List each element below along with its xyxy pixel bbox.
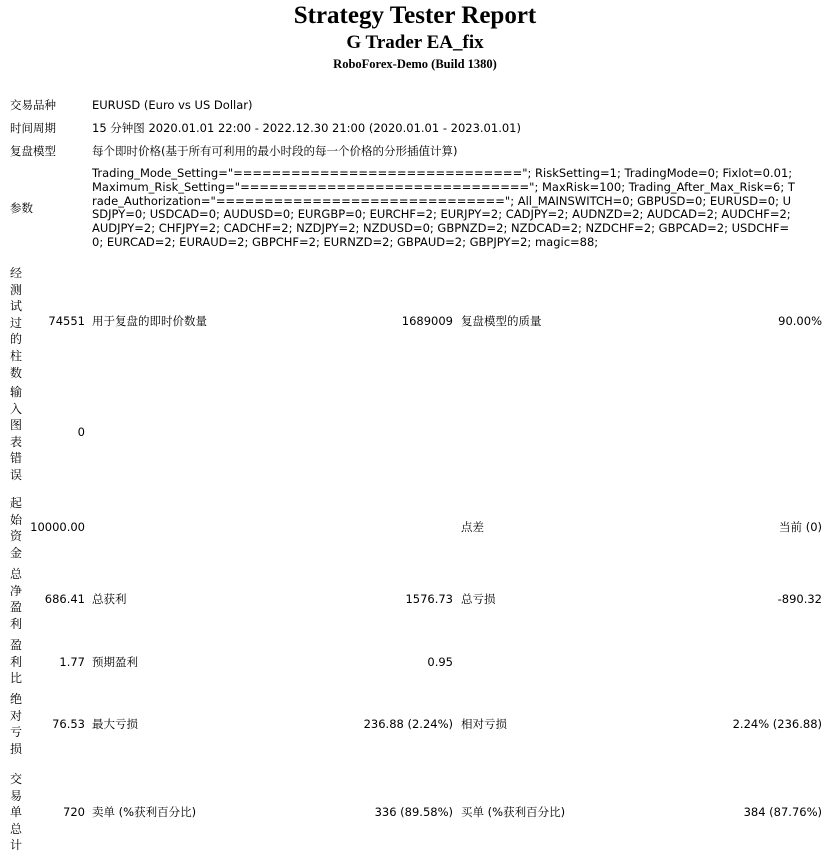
- gross-profit-value: 1576.73: [405, 592, 453, 606]
- relative-drawdown-label: 相对亏损: [461, 717, 507, 731]
- period-label: 时间周期: [10, 121, 56, 135]
- spread-value: 当前 (0): [779, 520, 822, 534]
- expected-payoff-value: 0.95: [427, 655, 453, 669]
- initial-deposit-value: 10000.00: [30, 520, 85, 534]
- ea-name: G Trader EA_fix: [346, 32, 484, 53]
- chart-errors-value: 0: [77, 425, 85, 439]
- relative-drawdown-value: 2.24% (236.88): [732, 717, 822, 731]
- initial-deposit-label: 起始资金: [10, 496, 23, 560]
- long-positions-label: 买单 (%获利百分比): [461, 805, 566, 819]
- gross-loss-label: 总亏损: [461, 592, 496, 606]
- server-build: RoboForex-Demo (Build 1380): [333, 57, 497, 71]
- ticks-modelled-label: 用于复盘的即时价数量: [92, 314, 207, 328]
- spread-label: 点差: [461, 520, 484, 534]
- net-profit-value: 686.41: [44, 592, 85, 606]
- absolute-drawdown-value: 76.53: [52, 717, 85, 731]
- short-positions-label: 卖单 (%获利百分比): [92, 805, 197, 819]
- bars-tested-label: 经测试过的柱数: [10, 266, 23, 380]
- maximal-drawdown-value: 236.88 (2.24%): [363, 717, 453, 731]
- chart-errors-label: 输入图表错误: [10, 385, 23, 482]
- symbol-value: EURUSD (Euro vs US Dollar): [92, 98, 253, 112]
- model-value: 每个即时价格(基于所有可利用的最小时段的每一个价格的分形插值计算): [92, 144, 458, 158]
- gross-profit-label: 总获利: [92, 592, 127, 606]
- profit-factor-label: 盈利比: [10, 638, 23, 686]
- parameters-label: 参数: [10, 201, 33, 215]
- short-positions-value: 336 (89.58%): [374, 805, 453, 819]
- symbol-label: 交易品种: [10, 98, 56, 112]
- total-trades-label: 交易单总计: [10, 772, 23, 853]
- profit-factor-value: 1.77: [59, 655, 85, 669]
- long-positions-value: 384 (87.76%): [743, 805, 822, 819]
- maximal-drawdown-label: 最大亏损: [92, 717, 138, 731]
- model-label: 复盘模型: [10, 144, 56, 158]
- gross-loss-value: -890.32: [777, 592, 822, 606]
- absolute-drawdown-label: 绝对亏损: [10, 692, 23, 756]
- expected-payoff-label: 预期盈利: [92, 655, 138, 669]
- report-title: Strategy Tester Report: [293, 2, 537, 29]
- period-value: 15 分钟图 2020.01.01 22:00 - 2022.12.30 21:00 (2020.01.01 - 2023.01.01): [92, 121, 521, 135]
- modelling-quality-value: 90.00%: [778, 314, 822, 328]
- bars-tested-value: 74551: [48, 314, 85, 328]
- net-profit-label: 总净盈利: [10, 567, 23, 631]
- ticks-modelled-value: 1689009: [401, 314, 453, 328]
- modelling-quality-label: 复盘模型的质量: [461, 314, 542, 328]
- parameters-value: Trading_Mode_Setting="=============================="; RiskSetting=1; TradingMode=0; Fixlot=0.01; Maximum_Risk_Setting="=============================="; MaxRisk=100; Trading_After_Max_Risk=6; Trade_Authorization="=============================="; All_MAINSWITCH=0; GBPUSD=0; EURUSD=0; USDJPY=0; USDCAD=0; AUDUSD=0; EURGBP=0; EURCHF=2; EURJPY=2; CADJPY=2; AUDNZD=2; AUDCAD=2; AUDCHF=2; AUDJPY=2; CHFJPY=2; CADCHF=2; NZDJPY=2; NZDUSD=0; GBPNZD=2; NZDCAD=2; NZDCHF=2; GBPCAD=2; USDCHF=0; EURCAD=2; EURAUD=2; GBPCHF=2; EURNZD=2; GBPAUD=2; GBPJPY=2; magic=88;: [92, 166, 795, 249]
- total-trades-value: 720: [63, 805, 85, 819]
